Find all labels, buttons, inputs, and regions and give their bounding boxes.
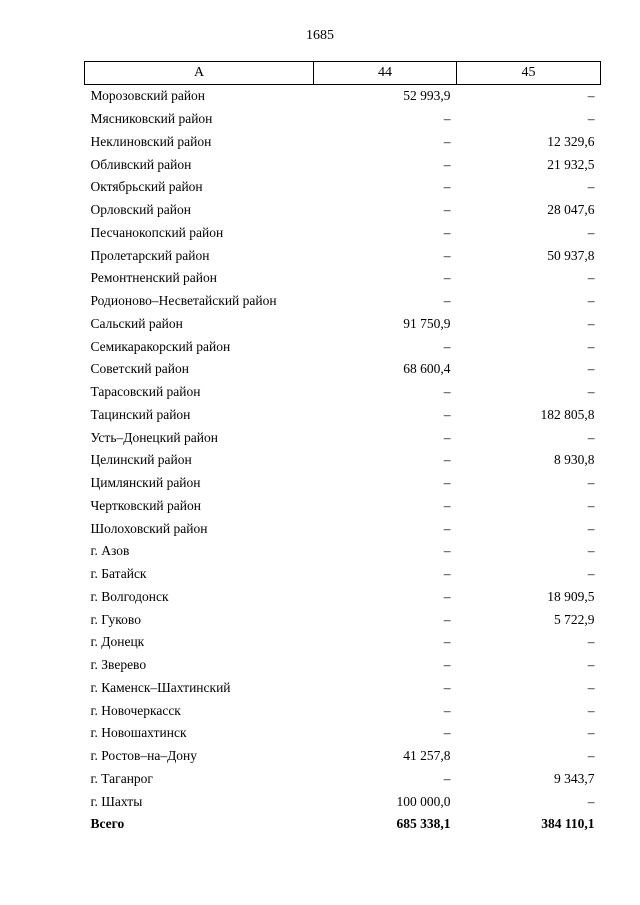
table-row [85, 608, 601, 631]
row-value-45-cell: – [587, 179, 595, 195]
row-value-44-cell: – [443, 497, 451, 513]
row-value-45-cell: – [587, 497, 595, 513]
row-value-45-cell: 12 329,6 [547, 133, 595, 149]
row-value-44-cell: – [443, 611, 451, 627]
row-value-44-cell: – [443, 224, 451, 240]
row-name-cell: Мясниковский район [90, 111, 213, 127]
row-value-44-cell: – [443, 725, 451, 741]
row-value-45-cell: – [587, 566, 595, 582]
table-row [85, 108, 601, 131]
row-name-cell: г. Азов [90, 543, 130, 559]
row-value-44-cell: – [443, 384, 451, 400]
table-row [85, 699, 601, 722]
row-value-45-cell: – [587, 429, 595, 445]
page-number: 1685 [306, 28, 334, 43]
row-value-45-cell: 8 930,8 [554, 452, 595, 468]
table-row [85, 517, 601, 540]
row-name-cell: Морозовский район [90, 88, 206, 104]
row-value-45-cell: – [587, 270, 595, 286]
table-row [85, 131, 601, 154]
table-header-row [85, 62, 601, 85]
row-value-44-cell: – [443, 247, 451, 263]
table-row [85, 313, 601, 336]
table-row [85, 449, 601, 472]
row-value-45-cell: – [587, 384, 595, 400]
row-name-cell: г. Таганрог [90, 770, 153, 786]
row-name-cell: г. Волгодонск [90, 588, 169, 604]
table-row [85, 335, 601, 358]
table-row [85, 654, 601, 677]
row-value-45-cell: – [587, 338, 595, 354]
row-name-cell: г. Ростов–на–Дону [90, 748, 198, 764]
row-value-44-cell: – [443, 338, 451, 354]
row-value-45-cell: – [587, 361, 595, 377]
row-value-44-cell: – [443, 634, 451, 650]
table-row [85, 381, 601, 404]
table-row [85, 472, 601, 495]
total-value-44-cell: 685 338,1 [396, 816, 451, 832]
row-name-cell: Сальский район [90, 315, 183, 331]
row-value-45-cell: 28 047,6 [547, 202, 595, 218]
row-value-44-cell: – [443, 133, 451, 149]
row-value-44-cell: 91 750,9 [403, 315, 451, 331]
row-value-45-cell: – [587, 224, 595, 240]
row-name-cell: Тацинский район [90, 406, 191, 422]
row-value-44-cell: – [443, 179, 451, 195]
table-row [85, 563, 601, 586]
table-row [85, 176, 601, 199]
row-name-cell: Семикаракорский район [90, 338, 231, 354]
row-value-44-cell: 68 600,4 [403, 361, 451, 377]
row-value-45-cell: – [587, 793, 595, 809]
row-name-cell: Родионово–Несветайский район [90, 293, 277, 309]
row-value-44-cell: – [443, 702, 451, 718]
row-value-45-cell: 9 343,7 [554, 770, 595, 786]
row-value-45-cell: – [587, 679, 595, 695]
row-name-cell: Шолоховский район [90, 520, 208, 536]
row-value-45-cell: – [587, 543, 595, 559]
row-value-45-cell: 50 937,8 [547, 247, 595, 263]
row-name-cell: г. Батайск [90, 566, 147, 582]
row-value-44-cell: – [443, 520, 451, 536]
row-name-cell: Усть–Донецкий район [90, 429, 218, 445]
table-total-row [85, 813, 601, 836]
table-row [85, 677, 601, 700]
row-name-cell: Тарасовский район [90, 384, 201, 400]
row-value-45-cell: 182 805,8 [540, 406, 595, 422]
row-value-44-cell: – [443, 566, 451, 582]
row-value-45-cell: – [587, 657, 595, 673]
table-row [85, 85, 601, 108]
table-row [85, 404, 601, 427]
row-name-cell: Ремонтненский район [90, 270, 217, 286]
total-value-45-cell: 384 110,1 [541, 816, 595, 832]
row-value-45-cell: – [587, 111, 595, 127]
row-value-44-cell: – [443, 293, 451, 309]
header-col-44: 44 [314, 62, 457, 85]
table-row [85, 199, 601, 222]
row-value-44-cell: – [443, 156, 451, 172]
row-value-45-cell: 18 909,5 [547, 588, 595, 604]
table-row [85, 586, 601, 609]
row-value-44-cell: – [443, 679, 451, 695]
row-value-44-cell: – [443, 111, 451, 127]
row-name-cell: Орловский район [90, 202, 191, 218]
row-name-cell: г. Шахты [90, 793, 143, 809]
row-value-44-cell: – [443, 270, 451, 286]
header-col-a: A [85, 62, 314, 85]
row-value-44-cell: – [443, 202, 451, 218]
row-value-44-cell: – [443, 406, 451, 422]
table-row [85, 790, 601, 813]
row-value-45-cell: – [587, 88, 595, 104]
row-name-cell: Песчанокопский район [90, 224, 224, 240]
row-name-cell: г. Зверево [90, 657, 147, 673]
row-name-cell: Советский район [90, 361, 189, 377]
table-row [85, 540, 601, 563]
row-name-cell: г. Новочеркасск [90, 702, 181, 718]
row-value-44-cell: – [443, 770, 451, 786]
table-row [85, 426, 601, 449]
row-name-cell: Обливский район [90, 156, 192, 172]
row-value-45-cell: – [587, 634, 595, 650]
row-value-44-cell: – [443, 452, 451, 468]
row-name-cell: Неклиновский район [90, 133, 212, 149]
table-row [85, 358, 601, 381]
table-row [85, 722, 601, 745]
row-name-cell: г. Каменск–Шахтинский [90, 679, 231, 695]
table-row [85, 631, 601, 654]
row-name-cell: г. Новошахтинск [90, 725, 187, 741]
table-body [85, 85, 601, 836]
total-label-cell: Всего [90, 816, 125, 832]
table-row [85, 244, 601, 267]
row-value-44-cell: – [443, 588, 451, 604]
row-name-cell: Целинский район [90, 452, 192, 468]
data-table [84, 61, 601, 836]
row-name-cell: Пролетарский район [90, 247, 210, 263]
row-name-cell: Цимлянский район [90, 475, 201, 491]
row-name-cell: г. Донецк [90, 634, 145, 650]
row-name-cell: г. Гуково [90, 611, 141, 627]
row-value-44-cell: – [443, 657, 451, 673]
table-row [85, 222, 601, 245]
row-value-44-cell: 41 257,8 [403, 748, 451, 764]
row-value-45-cell: – [587, 475, 595, 491]
row-value-44-cell: – [443, 475, 451, 491]
row-value-44-cell: 52 993,9 [403, 88, 451, 104]
table-row [85, 153, 601, 176]
row-value-45-cell: 21 932,5 [547, 156, 595, 172]
header-col-45: 45 [457, 62, 601, 85]
row-value-45-cell: – [587, 702, 595, 718]
table-row [85, 290, 601, 313]
row-value-45-cell: – [587, 293, 595, 309]
row-value-44-cell: – [443, 543, 451, 559]
row-value-44-cell: 100 000,0 [396, 793, 451, 809]
table-row [85, 495, 601, 518]
row-value-45-cell: – [587, 725, 595, 741]
row-name-cell: Октябрьский район [90, 179, 203, 195]
row-value-44-cell: – [443, 429, 451, 445]
table-row [85, 768, 601, 791]
table-row [85, 267, 601, 290]
row-name-cell: Чертковский район [90, 497, 201, 513]
row-value-45-cell: – [587, 748, 595, 764]
row-value-45-cell: – [587, 315, 595, 331]
row-value-45-cell: – [587, 520, 595, 536]
row-value-45-cell: 5 722,9 [554, 611, 595, 627]
table-row [85, 745, 601, 768]
